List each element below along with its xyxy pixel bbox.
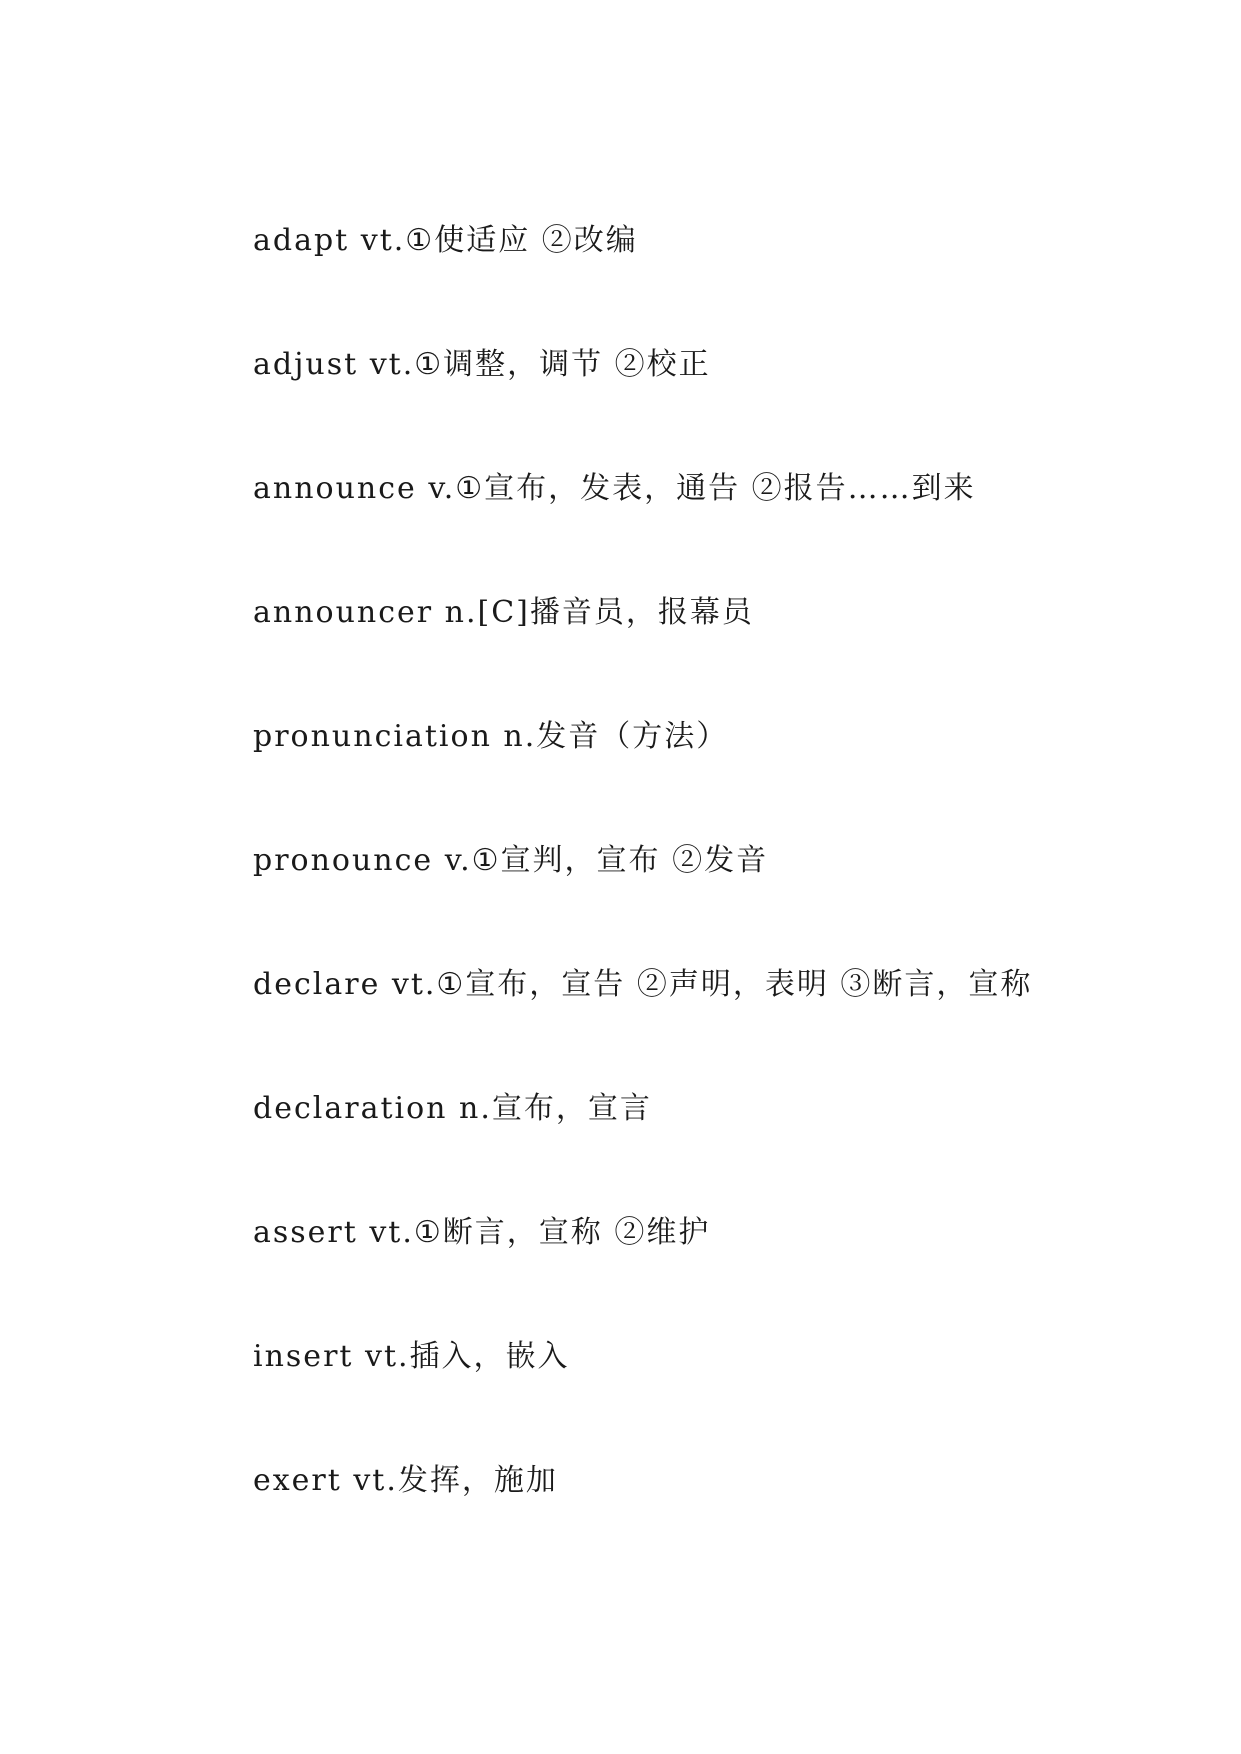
vocabulary-entry: declaration n.宣布，宣言 [253,1091,652,1126]
vocabulary-entry: announcer n.[C]播音员，报幕员 [253,595,754,630]
vocabulary-entry: adapt vt.①使适应 ②改编 [253,223,638,258]
vocabulary-entry: declare vt.①宣布，宣告 ②声明，表明 ③断言，宣称 [253,967,1033,1002]
vocabulary-entry: insert vt.插入，嵌入 [253,1339,570,1374]
vocabulary-entry: pronunciation n.发音（方法） [253,719,729,754]
vocabulary-entry: pronounce v.①宣判，宣布 ②发音 [253,843,769,878]
vocabulary-entry: adjust vt.①调整，调节 ②校正 [253,347,711,382]
vocabulary-entry: assert vt.①断言，宣称 ②维护 [253,1215,711,1250]
vocabulary-list [190,212,1050,1576]
vocabulary-entry: announce v.①宣布，发表，通告 ②报告……到来 [253,471,976,506]
vocabulary-entry: exert vt.发挥，施加 [253,1463,558,1498]
